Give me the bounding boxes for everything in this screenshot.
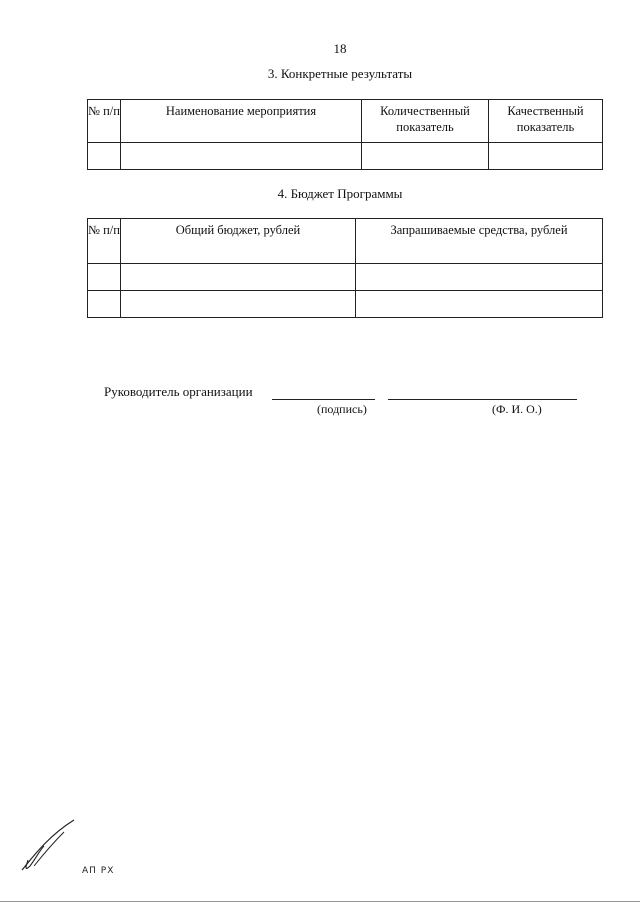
table-row <box>88 143 603 170</box>
table-cell <box>88 291 121 318</box>
results-table <box>87 99 603 170</box>
table-cell <box>88 143 121 170</box>
column-header-quantitative: Количественный показатель <box>362 100 489 143</box>
budget-table <box>87 218 603 318</box>
signature-label: Руководитель организации <box>104 384 253 399</box>
table-cell <box>121 291 356 318</box>
table-cell <box>121 264 356 291</box>
name-underline <box>388 399 577 400</box>
table-cell <box>356 291 603 318</box>
table-row <box>88 291 603 318</box>
signature-underline <box>272 399 375 400</box>
section-title-budget: 4. Бюджет Программы <box>277 186 403 201</box>
table-row <box>88 264 603 291</box>
column-header-event-name: Наименование мероприятия <box>121 100 362 143</box>
column-header-number: № п/п <box>88 219 121 264</box>
column-header-requested-funds: Запрашиваемые средства, рублей <box>356 219 603 264</box>
footer-stamp: АП РХ <box>82 866 115 876</box>
table-cell <box>121 143 362 170</box>
table-cell <box>362 143 489 170</box>
column-header-total-budget: Общий бюджет, рублей <box>121 219 356 264</box>
signature-caption: (подпись) <box>317 402 367 416</box>
page-bottom-rule <box>0 901 640 902</box>
handwritten-initials-icon <box>18 816 78 876</box>
page-number: 18 <box>333 41 347 56</box>
name-caption: (Ф. И. О.) <box>492 402 542 416</box>
table-header-row <box>88 219 603 264</box>
column-header-number: № п/п <box>88 100 121 143</box>
table-cell <box>88 264 121 291</box>
table-header-row <box>88 100 603 143</box>
table-cell <box>356 264 603 291</box>
column-header-qualitative: Качественный показатель <box>489 100 603 143</box>
section-title-results: 3. Конкретные результаты <box>267 66 413 81</box>
table-cell <box>489 143 603 170</box>
